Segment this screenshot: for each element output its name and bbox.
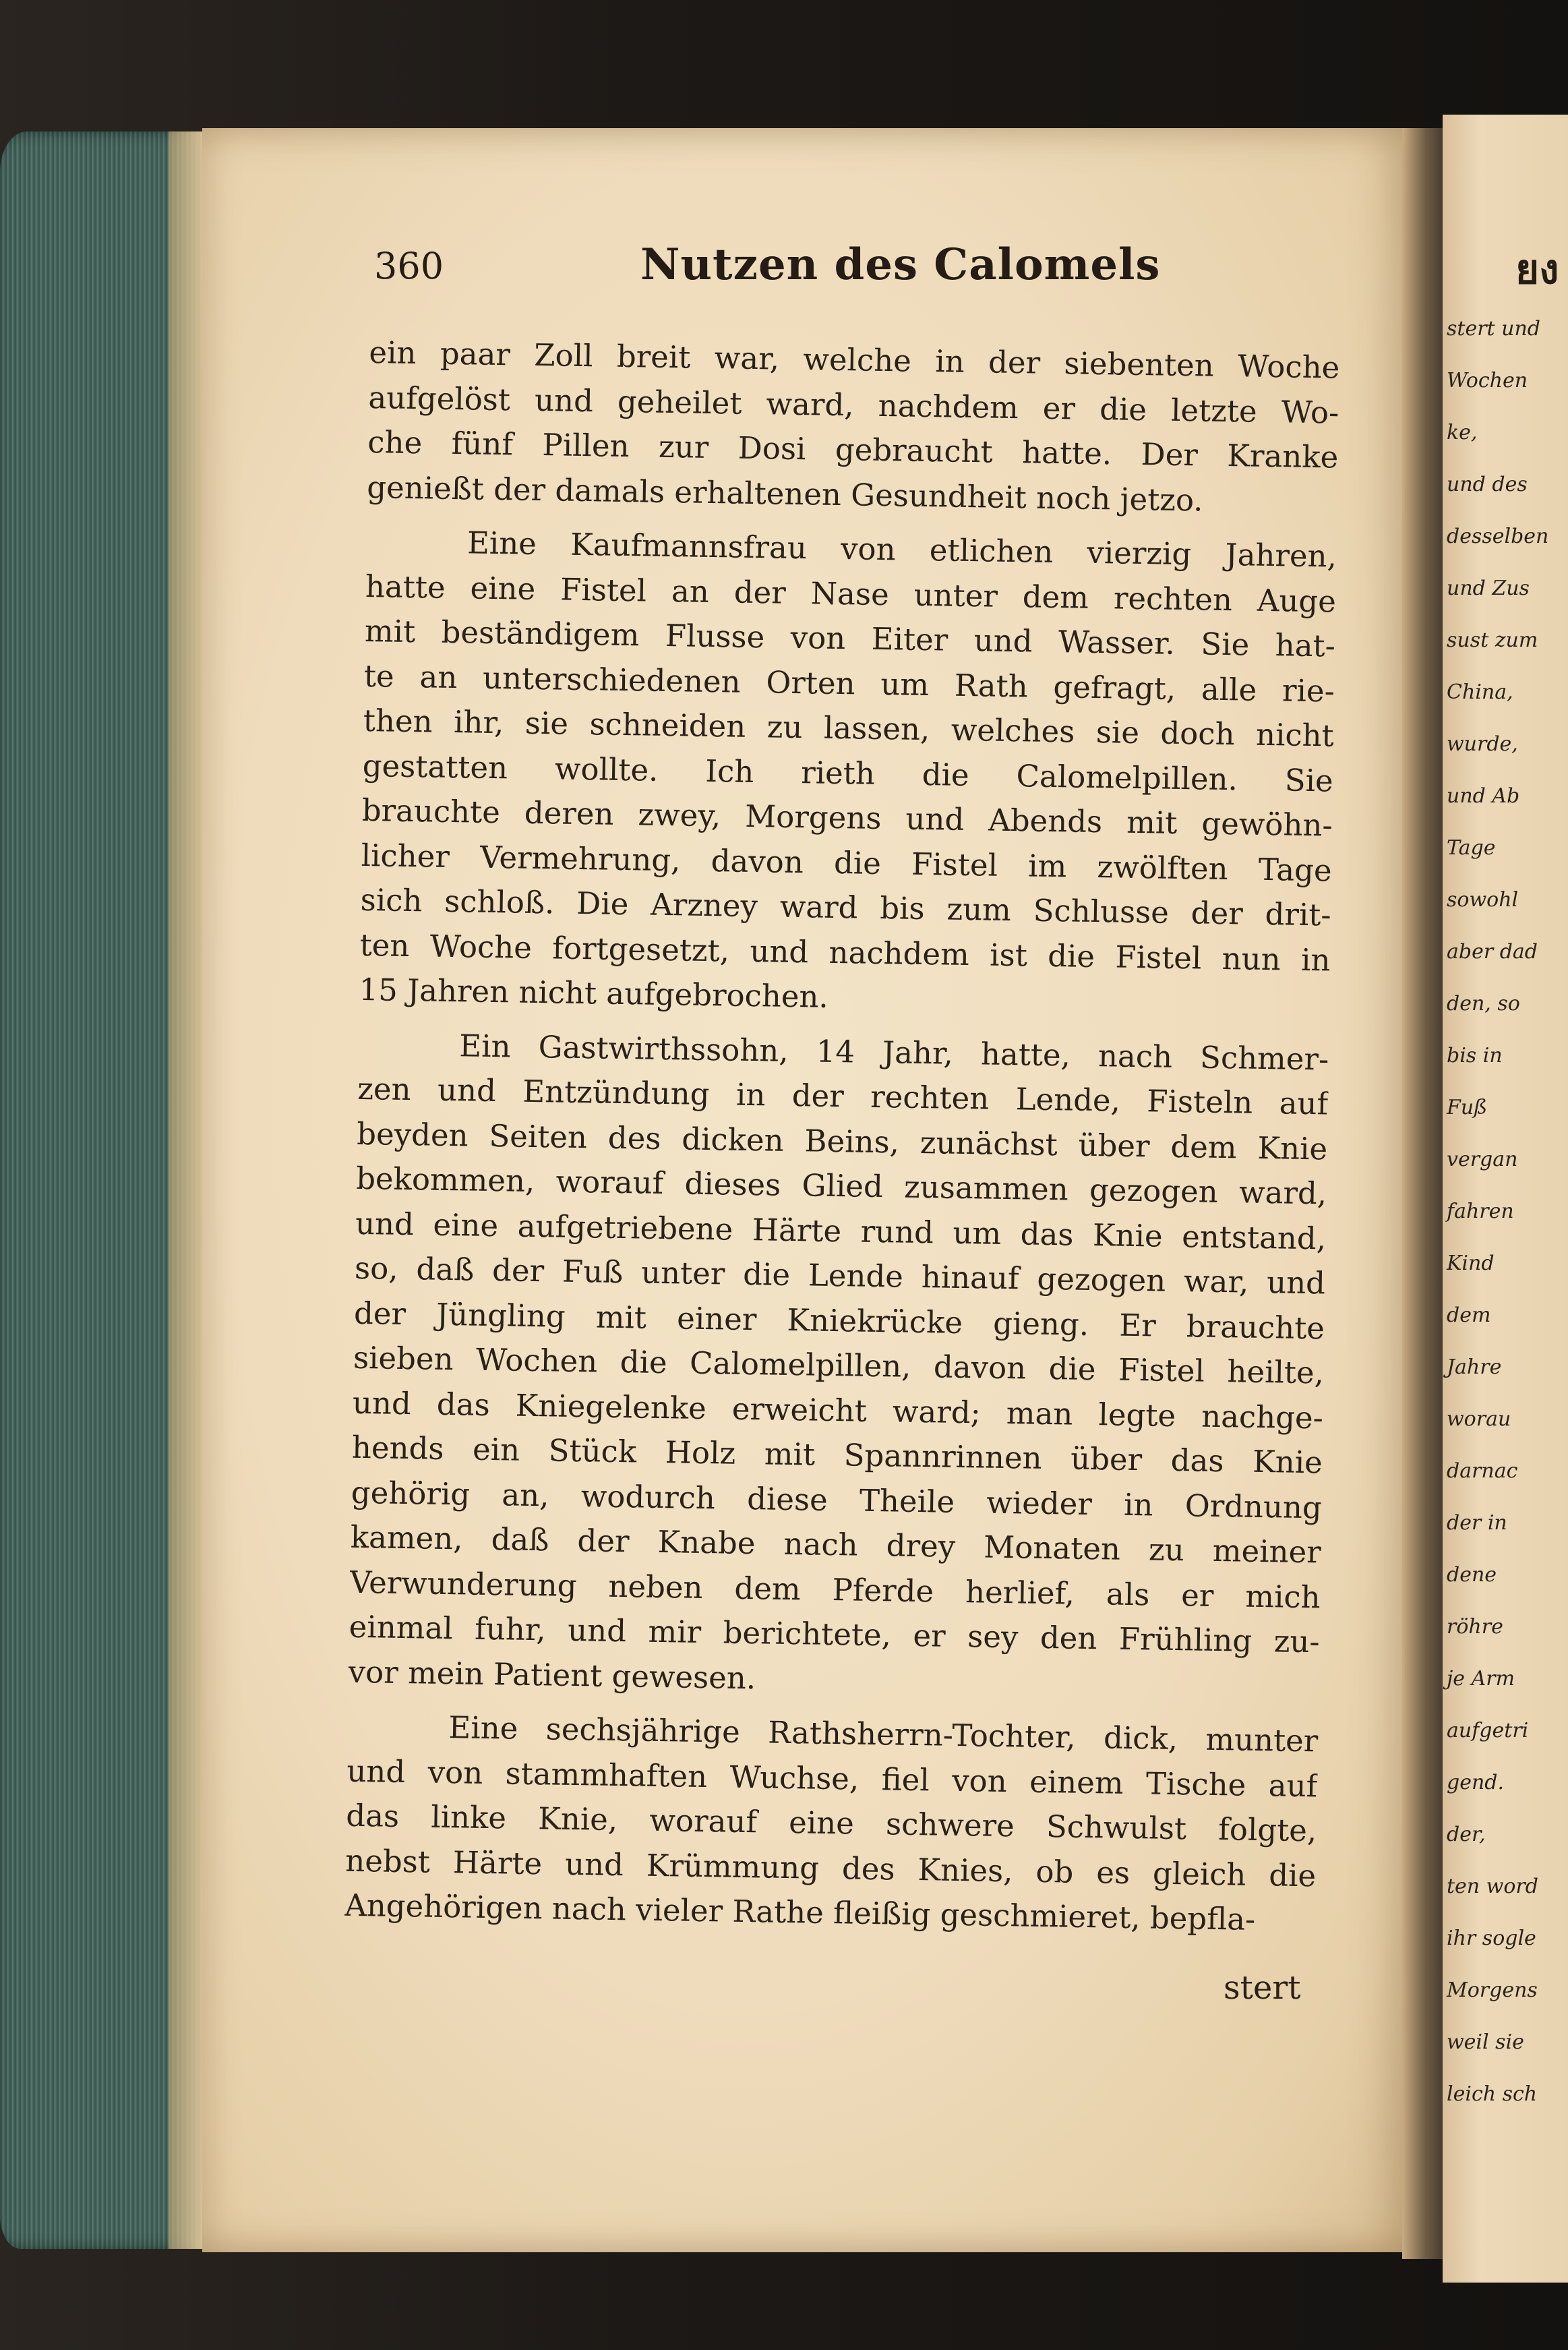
adjacent-page-fragment: bis in <box>1447 1044 1503 1067</box>
text-line: then ihr, sie schneiden zu lassen, welches sie doch nicht <box>363 702 1335 754</box>
text-line: licher Vermehrung, davon die Fistel im zwölften Tage <box>361 837 1333 889</box>
text-line: sich schloß. Die Arzney ward bis zum Schlusse der drit- <box>360 881 1331 933</box>
text-line: aufgelöst und geheilet ward, nachdem er die letzte Wo- <box>368 379 1339 431</box>
text-line: nebst Härte und Krümmung des Knies, ob es gleich die <box>344 1842 1317 1893</box>
body-text <box>344 330 1340 1943</box>
text-line: gestatten wollte. Ich rieth die Calomelpillen. Sie <box>362 747 1334 799</box>
adjacent-page-fragment: vergan <box>1447 1148 1518 1171</box>
adjacent-page-fragment: je Arm <box>1447 1667 1515 1691</box>
text-line: che fünf Pillen zur Dosi gebraucht hatte. Der Kranke <box>367 423 1339 475</box>
adjacent-page-fragment: leich sch <box>1447 2082 1538 2106</box>
text-line: brauchte deren zwey, Morgens und Abends mit gewöhn- <box>361 792 1333 844</box>
adjacent-page-fragment: Jahre <box>1447 1355 1502 1379</box>
text-line: hatte eine Fistel an der Nase unter dem rechten Auge <box>365 568 1337 620</box>
text-line: das linke Knie, worauf eine schwere Schwulst folgte, <box>345 1797 1317 1849</box>
adjacent-page-strip <box>1443 115 1568 2283</box>
text-line: und das Kniegelenke erweicht ward; man legte nachge- <box>352 1384 1324 1436</box>
text-line: gehörig an, wodurch diese Theile wieder in Ordnung <box>351 1474 1323 1525</box>
adjacent-page-fragment: China, <box>1447 680 1513 704</box>
running-title: Nutzen des Calomels <box>640 239 1161 290</box>
text-line: so, daß der Fuß unter die Lende hinauf gezogen war, und <box>354 1250 1326 1301</box>
text-line: Verwunderung neben dem Pferde herlief, als er mich <box>349 1564 1321 1615</box>
text-line: ten Woche fortgesetzt, und nachdem ist die Fistel nun in <box>359 927 1331 978</box>
adjacent-page-fragment: gend. <box>1447 1771 1505 1794</box>
text-line: beyden Seiten des dicken Beins, zunächst über dem Knie <box>356 1115 1328 1167</box>
adjacent-page-fragment: Morgens <box>1447 1978 1538 2002</box>
text-line: bekommen, worauf dieses Glied zusammen gezogen ward, <box>355 1160 1327 1212</box>
adjacent-page-fragment: desselben <box>1447 525 1549 548</box>
page-header <box>374 239 1372 307</box>
adjacent-page-fragment: sust zum <box>1447 628 1538 652</box>
adjacent-page-fragment: dene <box>1447 1563 1497 1587</box>
text-line: te an unterschiedenen Orten um Rath gefragt, alle rie- <box>363 657 1335 709</box>
text-line: zen und Entzündung in der rechten Lende, Fisteln auf <box>357 1070 1329 1122</box>
text-line: hends ein Stück Holz mit Spannrinnen über das Knie <box>351 1429 1323 1481</box>
text-line: Eine sechsjährige Rathsherrn-Tochter, dick, munter <box>448 1709 1319 1759</box>
text-line: 15 Jahren nicht aufgebrochen. <box>359 971 829 1015</box>
text-line: mit beständigem Flusse von Eiter und Wasser. Sie hat- <box>364 612 1336 664</box>
adjacent-page-fragment: und des <box>1447 473 1528 496</box>
text-line: vor mein Patient gewesen. <box>348 1653 756 1696</box>
text-line: einmal fuhr, und mir berichtete, er sey den Frühling zu- <box>349 1608 1321 1660</box>
adjacent-page-fragment: ten word <box>1447 1875 1538 1898</box>
text-line: und eine aufgetriebene Härte rund um das Knie entstand, <box>355 1205 1327 1256</box>
text-line: kamen, daß der Knabe nach drey Monaten zu meiner <box>350 1519 1322 1570</box>
catchword: stert <box>1224 1969 1301 2007</box>
book-fore-edge <box>0 131 202 2249</box>
adjacent-page-fragment: weil sie <box>1447 2030 1524 2054</box>
adjacent-page-fragment: und Zus <box>1447 577 1530 600</box>
adjacent-page-fragment: stert und <box>1447 317 1540 341</box>
text-line: und von stammhaften Wuchse, fiel von einem Tische auf <box>346 1753 1318 1804</box>
adjacent-page-fragment: ihr sogle <box>1447 1927 1536 1950</box>
text-line: sieben Wochen die Calomelpillen, davon die Fistel heilte, <box>353 1339 1325 1391</box>
text-line: ein paar Zoll breit war, welche in der siebenten Woche <box>369 334 1340 386</box>
text-line: Ein Gastwirthssohn, 14 Jahr, hatte, nach Schmer- <box>458 1027 1329 1077</box>
adjacent-page-fragment: aber dad <box>1447 940 1538 964</box>
adjacent-page-header-fragment: ยง <box>1515 246 1559 293</box>
text-line: genießt der damals erhaltenen Gesundheit noch jetzo. <box>366 469 1204 518</box>
adjacent-page-fragment: dem <box>1447 1303 1491 1327</box>
adjacent-page-fragment: Wochen <box>1447 369 1528 392</box>
adjacent-page-fragment: Tage <box>1447 836 1496 860</box>
adjacent-page-fragment: Kind <box>1447 1252 1495 1275</box>
page-number: 360 <box>374 245 444 287</box>
adjacent-page-fragment: und Ab <box>1447 784 1520 808</box>
adjacent-page-fragment: der in <box>1447 1511 1507 1535</box>
adjacent-page-fragment: Fuß <box>1447 1096 1488 1119</box>
text-line: Eine Kaufmannsfrau von etlichen vierzig Jahren, <box>466 525 1337 575</box>
adjacent-page-fragment: fahren <box>1447 1200 1514 1223</box>
adjacent-page-fragment: den, so <box>1447 992 1520 1016</box>
adjacent-page-fragment: wurde, <box>1447 732 1518 756</box>
adjacent-page-fragment: ke, <box>1447 421 1478 444</box>
adjacent-page-fragment: sowohl <box>1447 888 1519 912</box>
text-line: Angehörigen nach vieler Rathe fleißig geschmieret, bepfla- <box>344 1887 1256 1937</box>
adjacent-page-fragment: der, <box>1447 1823 1486 1846</box>
adjacent-page-fragment: worau <box>1447 1407 1511 1431</box>
text-line: der Jüngling mit einer Kniekrücke gieng. Er brauchte <box>353 1295 1325 1346</box>
adjacent-page-fragment: röhre <box>1447 1615 1503 1639</box>
adjacent-page-fragment: darnac <box>1447 1459 1518 1483</box>
adjacent-page-fragment: aufgetri <box>1447 1719 1529 1742</box>
